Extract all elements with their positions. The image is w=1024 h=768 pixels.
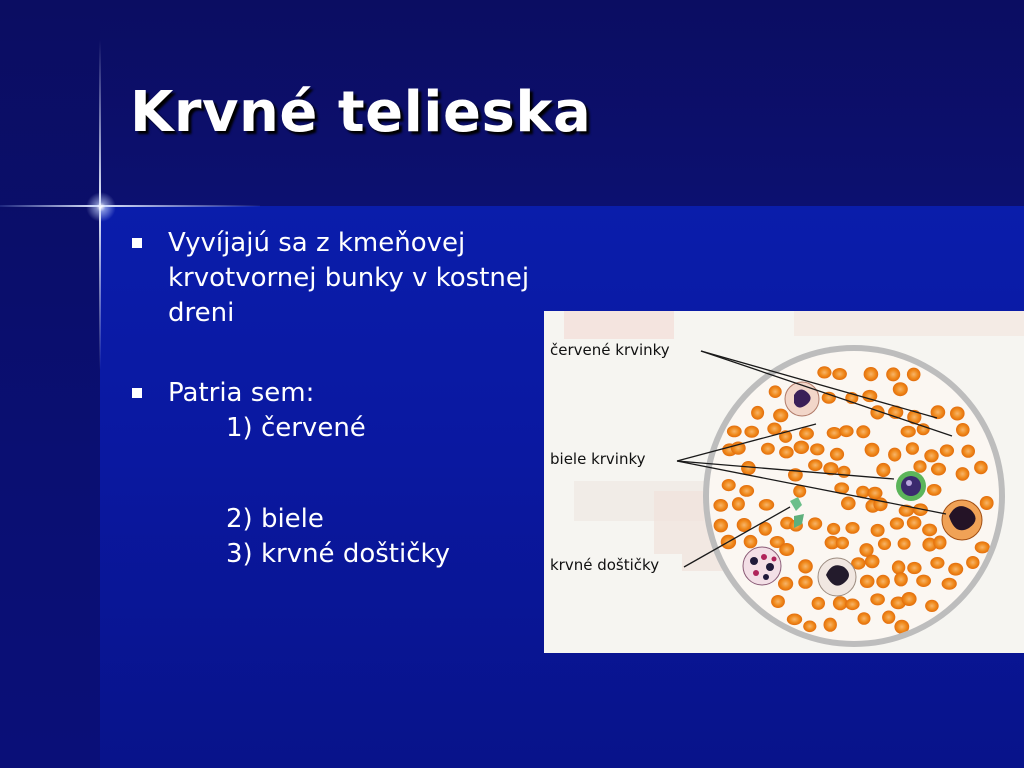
red-blood-cell: [744, 426, 759, 438]
red-blood-cell: [892, 560, 905, 574]
red-blood-cell: [870, 593, 885, 605]
red-blood-cell: [956, 423, 970, 437]
red-blood-cell: [838, 466, 851, 478]
red-blood-cell: [890, 517, 904, 529]
red-blood-cell: [771, 595, 785, 608]
red-blood-cell: [833, 596, 848, 610]
red-blood-cell: [803, 621, 816, 633]
red-blood-cell: [907, 562, 921, 574]
red-blood-cell: [830, 448, 844, 461]
list-item-platelets: 3) krvné doštičky: [226, 539, 451, 569]
red-blood-cell: [916, 575, 931, 587]
red-blood-cell: [975, 541, 990, 553]
red-blood-cell: [882, 611, 895, 624]
red-blood-cell: [925, 600, 939, 612]
red-blood-cell: [827, 427, 842, 439]
white-cell-2: [896, 471, 926, 501]
red-blood-cell: [907, 516, 922, 529]
red-blood-cell: [839, 425, 853, 437]
red-blood-cell: [888, 448, 901, 462]
label-platelets: krvné doštičky: [550, 556, 660, 574]
red-blood-cell: [930, 557, 944, 569]
red-blood-cell: [841, 497, 856, 511]
white-cell-3: [942, 500, 982, 540]
white-cell-1: [785, 382, 819, 416]
red-blood-cell: [865, 443, 880, 457]
list-item-red: 1) červené: [226, 413, 366, 443]
red-blood-cell: [808, 459, 822, 471]
slide-content: [130, 226, 530, 572]
red-blood-cell: [940, 444, 954, 456]
square-bullet-icon: [132, 388, 142, 398]
red-blood-cell: [773, 409, 788, 423]
red-blood-cell: [893, 382, 908, 396]
red-blood-cell: [787, 614, 802, 626]
red-blood-cell: [744, 535, 758, 548]
red-blood-cell: [751, 406, 764, 420]
red-blood-cell: [741, 461, 756, 475]
red-blood-cell: [933, 536, 946, 550]
red-blood-cell: [906, 442, 919, 455]
red-blood-cell: [950, 407, 965, 421]
red-blood-cell: [858, 612, 871, 625]
red-blood-cell: [778, 577, 793, 591]
label-white-cells: biele krvinky: [550, 450, 646, 468]
red-blood-cell: [907, 368, 921, 382]
red-blood-cell: [845, 599, 859, 611]
red-blood-cell: [871, 524, 885, 537]
red-blood-cell: [794, 441, 809, 454]
red-blood-cell: [913, 460, 926, 473]
bullet-item: [130, 376, 530, 411]
red-blood-cell: [974, 461, 988, 474]
red-blood-cell: [956, 467, 970, 481]
red-blood-cell: [799, 427, 814, 439]
red-blood-cell: [739, 485, 754, 497]
red-blood-cell: [845, 522, 859, 534]
red-blood-cell: [901, 426, 916, 438]
bullet-item: [130, 226, 530, 331]
red-blood-cell: [948, 563, 963, 576]
red-blood-cell: [865, 555, 880, 569]
red-blood-cell: [808, 517, 822, 530]
red-blood-cell: [902, 592, 917, 606]
red-blood-cell: [832, 368, 847, 380]
red-blood-cell: [824, 618, 837, 632]
white-cell-4: [743, 547, 781, 585]
red-blood-cell: [860, 575, 875, 588]
red-blood-cell: [922, 524, 937, 537]
red-blood-cell: [767, 423, 781, 435]
red-blood-cell: [810, 443, 824, 455]
label-red-cells: červené krvinky: [550, 341, 670, 359]
red-blood-cell: [779, 543, 794, 556]
square-bullet-icon: [132, 238, 142, 248]
red-blood-cell: [924, 449, 938, 462]
red-blood-cell: [798, 576, 812, 589]
red-blood-cell: [812, 597, 825, 610]
red-blood-cell: [759, 499, 774, 511]
red-blood-cell: [836, 537, 849, 549]
red-blood-cell: [727, 426, 742, 438]
list-item-white: 2) biele: [226, 504, 324, 534]
red-blood-cell: [966, 556, 979, 569]
bullet-text: Patria sem:: [168, 378, 315, 408]
white-cell-5: [818, 558, 856, 596]
decorative-horizontal-line: [0, 205, 260, 207]
red-blood-cell: [931, 463, 946, 476]
red-blood-cell: [856, 425, 870, 438]
red-blood-cell: [927, 484, 942, 496]
blood-smear-illustration: [544, 311, 1024, 653]
red-blood-cell: [822, 392, 836, 404]
red-blood-cell: [722, 479, 736, 491]
blood-smear-svg: [544, 311, 1024, 653]
red-blood-cell: [980, 496, 994, 510]
red-blood-cell: [886, 367, 900, 381]
left-band: [0, 0, 100, 768]
red-blood-cell: [714, 519, 728, 533]
red-blood-cell: [732, 497, 745, 511]
red-blood-cell: [779, 446, 794, 458]
red-blood-cell: [942, 578, 957, 590]
red-blood-cell: [878, 538, 891, 550]
red-blood-cell: [769, 385, 782, 398]
red-blood-cell: [817, 366, 831, 378]
red-blood-cell: [761, 443, 775, 455]
bullet-text: Vyvíjajú sa z kmeňovej krvotvornej bunky v kostnej dreni: [168, 228, 530, 328]
red-blood-cell: [876, 575, 890, 588]
sparkle-icon: [86, 192, 116, 222]
red-blood-cell: [961, 445, 975, 458]
red-blood-cell: [894, 572, 908, 586]
red-blood-cell: [798, 559, 813, 573]
red-blood-cell: [713, 499, 728, 512]
red-blood-cell: [898, 538, 911, 550]
red-blood-cell: [827, 523, 840, 535]
red-blood-cell: [876, 463, 890, 477]
red-blood-cell: [864, 367, 879, 381]
slide-title: Krvné telieska: [130, 80, 592, 145]
